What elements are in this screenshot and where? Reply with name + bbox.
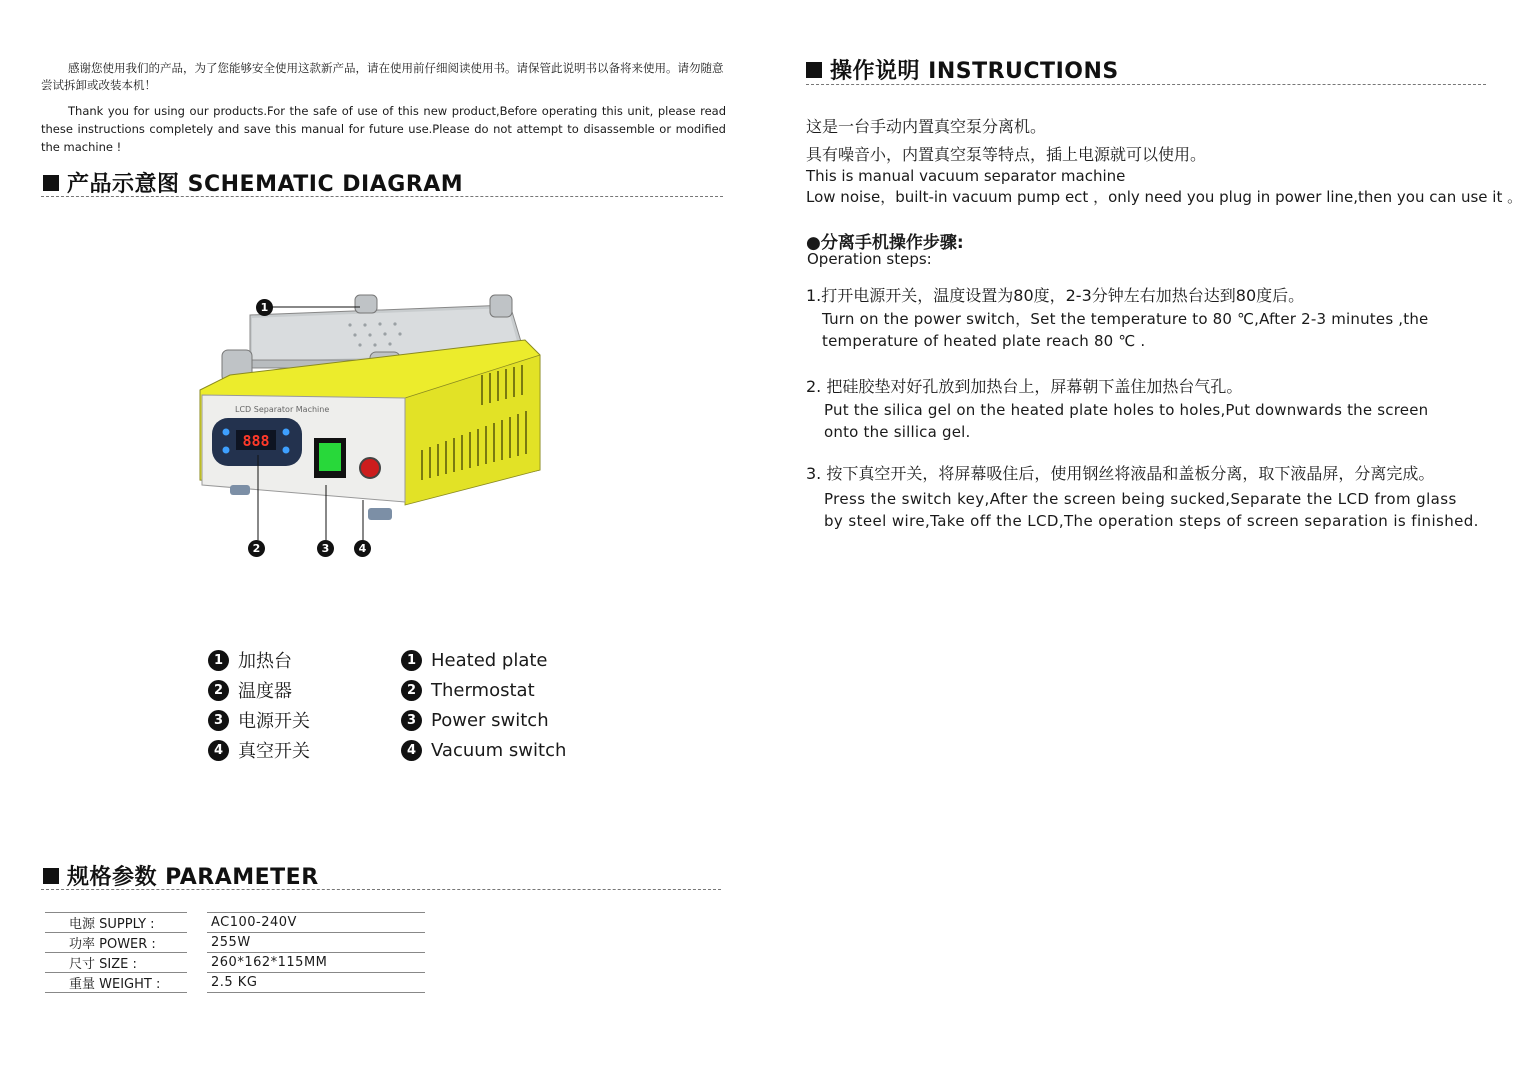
heading-square-icon (806, 62, 822, 78)
legend-number: 2 (401, 680, 422, 701)
step-1-en-line-2: temperature of heated plate reach 80 ℃ . (822, 332, 1146, 350)
legend-item (208, 735, 310, 765)
intro-chinese-text: 感谢您使用我们的产品，为了您能够安全使用这款新产品，请在使用前仔细阅读使用书。请保管此说明书以备将来使用。请勿随意尝试拆卸或改装本机！ (41, 61, 724, 92)
intro-english-text: Thank you for using our products.For the safe of use of this new product,Before operating this unit, please read these instructions completely and save this manual for future use.Please do not attempt to disassemble or modified the machine ! (41, 104, 726, 154)
table-row (45, 973, 425, 993)
callout-number-2: 2 (248, 540, 265, 557)
legend-number: 4 (401, 740, 422, 761)
schematic-heading (43, 167, 463, 198)
step-1-cn: 1.打开电源开关，温度设置为80度，2-3分钟左右加热台达到80度后。 (806, 286, 1305, 305)
parameter-table (45, 912, 425, 993)
legend-item (208, 645, 310, 675)
intro-cn-line-1: 这是一台手动内置真空泵分离机。 (806, 117, 1047, 136)
param-value: 255W (207, 933, 425, 953)
steps-heading-en: Operation steps: (807, 250, 932, 268)
heading-square-icon (43, 175, 59, 191)
param-value: 260*162*115MM (207, 953, 425, 973)
legend-label-en: Heated plate (431, 649, 548, 671)
parameter-heading-text: 规格参数 PARAMETER (67, 865, 319, 890)
step-2-en (824, 399, 1428, 443)
legend-item (401, 705, 566, 735)
legend-number: 4 (208, 740, 229, 761)
step-3-cn: 3. 按下真空开关，将屏幕吸住后，使用钢丝将液晶和盖板分离，取下液晶屏，分离完成。 (806, 464, 1435, 483)
legend-label-cn: 加热台 (238, 651, 292, 672)
legend-english-column (401, 645, 566, 765)
param-label: 尺寸 SIZE : (45, 953, 187, 973)
table-row (45, 913, 425, 933)
instructions-heading (806, 54, 1119, 85)
schematic-divider (41, 196, 723, 197)
param-value: 2.5 KG (207, 973, 425, 993)
callout-number-4: 4 (354, 540, 371, 557)
step-1-en (822, 308, 1428, 352)
legend-item (401, 735, 566, 765)
legend-label-cn: 电源开关 (238, 711, 310, 732)
legend-label-en: Vacuum switch (431, 739, 567, 761)
instructions-heading-text: 操作说明 INSTRUCTIONS (830, 59, 1119, 84)
parameter-heading (43, 860, 319, 891)
legend-label-en: Power switch (431, 709, 549, 731)
step-3-en-line-1: Press the switch key,After the screen being sucked,Separate the LCD from glass (824, 490, 1457, 508)
legend-number: 2 (208, 680, 229, 701)
step-2-en-line-1: Put the silica gel on the heated plate holes to holes,Put downwards the screen (824, 401, 1429, 419)
step-3-en (824, 488, 1479, 532)
steps-heading-cn: ●分离手机操作步骤: (806, 233, 964, 253)
param-label: 功率 POWER : (45, 933, 187, 953)
callout-number-3: 3 (317, 540, 334, 557)
step-2-en-line-2: onto the sillica gel. (824, 423, 971, 441)
intro-en-line-1: This is manual vacuum separator machine (806, 167, 1126, 185)
heading-square-icon (43, 868, 59, 884)
legend-number: 3 (208, 710, 229, 731)
legend-label-cn: 真空开关 (238, 741, 310, 762)
svg-text:LCD Separator Machine: LCD Separator Machine (235, 405, 330, 414)
legend-label-cn: 温度器 (238, 681, 292, 702)
instructions-intro-cn (806, 113, 1206, 169)
instructions-intro-en (806, 166, 1522, 208)
legend-number: 1 (208, 650, 229, 671)
instructions-divider (806, 84, 1486, 85)
step-1-en-line-1: Turn on the power switch，Set the temperature to 80 ℃,After 2-3 minutes ,the (822, 310, 1429, 328)
legend-number: 3 (401, 710, 422, 731)
table-row (45, 933, 425, 953)
intro-en-line-2: Low noise，built-in vacuum pump ect ，only need you plug in power line,then you can use it 。 (806, 188, 1523, 206)
legend-item (401, 645, 566, 675)
legend-item (208, 675, 310, 705)
table-row (45, 953, 425, 973)
intro-cn-line-2: 具有噪音小，内置真空泵等特点，插上电源就可以使用。 (806, 145, 1207, 164)
param-value: AC100-240V (207, 913, 425, 933)
legend-item (401, 675, 566, 705)
param-label: 电源 SUPPLY : (45, 913, 187, 933)
callout-lines (250, 295, 390, 555)
schematic-heading-text: 产品示意图 SCHEMATIC DIAGRAM (67, 172, 464, 197)
thermostat-display-value: 888 (242, 432, 270, 450)
legend-item (208, 705, 310, 735)
legend-label-en: Thermostat (431, 679, 535, 701)
step-2-cn: 2. 把硅胶垫对好孔放到加热台上，屏幕朝下盖住加热台气孔。 (806, 377, 1243, 396)
parameter-divider (41, 889, 721, 890)
callout-number-1: 1 (256, 299, 273, 316)
legend-chinese-column (208, 645, 310, 765)
step-3-en-line-2: by steel wire,Take off the LCD,The operation steps of screen separation is finished. (824, 512, 1479, 530)
legend-number: 1 (401, 650, 422, 671)
param-label: 重量 WEIGHT : (45, 973, 187, 993)
